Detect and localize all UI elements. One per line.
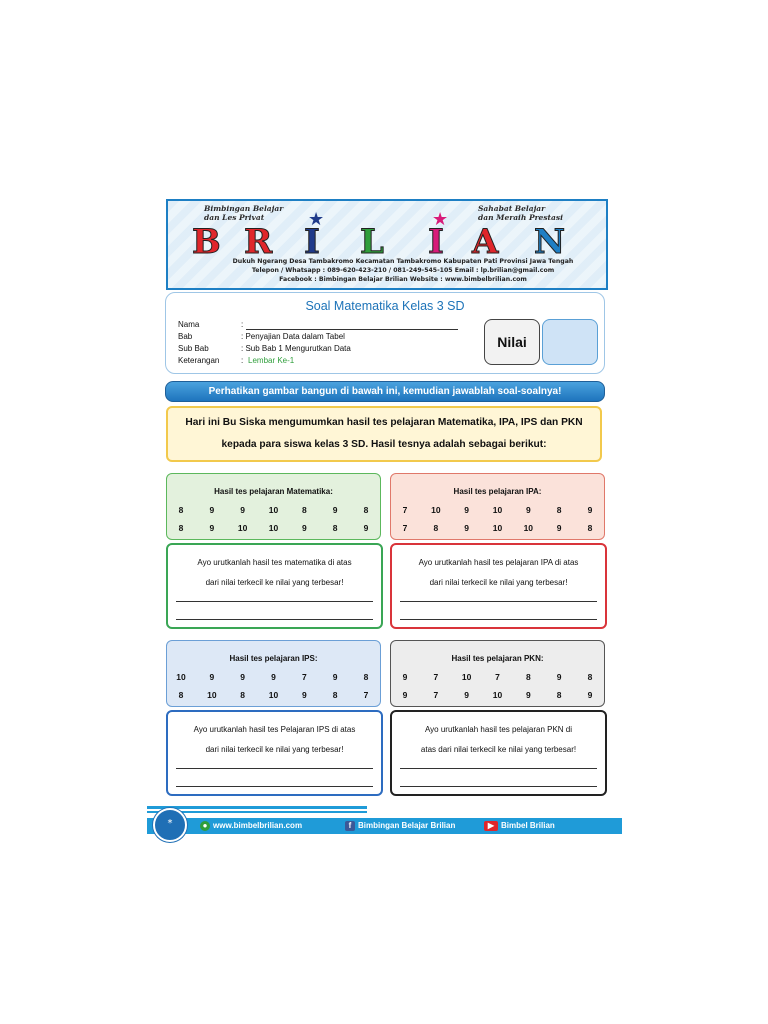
score-box-ips <box>166 640 381 707</box>
score-title-ips: Hasil tes pelajaran IPS: <box>229 654 318 663</box>
score-value: 8 <box>332 690 338 700</box>
score-value: 7 <box>301 672 307 682</box>
tagline-right-line1: Sahabat Belajar <box>478 204 546 213</box>
score-value: 8 <box>433 523 439 533</box>
question-line2: atas dari nilai terkecil ke nilai yang terbesar! <box>420 745 577 754</box>
footer-youtube[interactable] <box>484 820 555 832</box>
score-value: 7 <box>433 690 439 700</box>
question-line1: Ayo urutkanlah hasil tes pelajaran IPA di atas <box>418 558 579 567</box>
score-value: 9 <box>209 672 215 682</box>
nama-label: Nama <box>178 320 200 329</box>
footer-youtube-text: Bimbel Brilian <box>501 821 555 830</box>
brand-letter-i1: I <box>304 222 320 262</box>
score-value: 8 <box>587 523 593 533</box>
score-value: 9 <box>464 523 470 533</box>
score-value: 9 <box>332 505 338 515</box>
score-value: 9 <box>556 523 562 533</box>
score-value: 9 <box>240 672 246 682</box>
question-line2: dari nilai terkecil ke nilai yang terbesar! <box>205 745 344 754</box>
answer-line[interactable] <box>176 786 373 787</box>
tagline-left-line2: dan Les Privat <box>204 213 265 222</box>
question-box-ips <box>166 710 383 796</box>
score-value: 9 <box>301 523 307 533</box>
bab-value: : Penyajian Data dalam Tabel <box>241 332 345 341</box>
globe-icon: ● <box>200 821 210 831</box>
score-value: 9 <box>209 523 215 533</box>
score-value: 10 <box>492 505 503 515</box>
footer-badge: * <box>153 808 187 842</box>
answer-line[interactable] <box>400 619 597 620</box>
score-value: 8 <box>240 690 246 700</box>
question-line1: Ayo urutkanlah hasil tes pelajaran PKN di <box>424 725 573 734</box>
score-value: 10 <box>268 690 279 700</box>
facebook-icon: f <box>345 821 355 831</box>
score-box-ipa <box>390 473 605 540</box>
score-value: 9 <box>464 505 470 515</box>
instruction-bar: Perhatikan gambar bangun di bawah ini, kemudian jawablah soal-soalnya! <box>165 381 605 402</box>
answer-line[interactable] <box>176 601 373 602</box>
brand-letter-i2: I <box>428 222 444 262</box>
score-value: 9 <box>525 505 531 515</box>
footer-website-text: www.bimbelbrilian.com <box>213 821 303 830</box>
score-value: 9 <box>587 690 593 700</box>
footer-facebook-text: Bimbingan Belajar Brilian <box>358 821 456 830</box>
score-value: 9 <box>402 672 408 682</box>
score-value: 7 <box>402 505 408 515</box>
score-value: 10 <box>431 505 441 515</box>
score-value: 9 <box>332 672 338 682</box>
score-value: 8 <box>363 672 369 682</box>
score-value: 8 <box>301 505 307 515</box>
brand-letter-b: B <box>192 222 221 262</box>
page-title: Soal Matematika Kelas 3 SD <box>305 299 465 313</box>
nilai-label-box <box>484 319 540 365</box>
score-value: 9 <box>363 523 369 533</box>
question-box-matematika <box>166 543 383 629</box>
question-text-ips <box>172 720 377 760</box>
score-value: 8 <box>178 505 184 515</box>
brand-letter-a: A <box>472 222 499 262</box>
score-row-matematika-2 <box>174 523 373 533</box>
score-value: 10 <box>176 672 186 682</box>
score-value: 9 <box>209 505 215 515</box>
question-text-ipa <box>396 553 601 593</box>
footer-website[interactable] <box>200 820 302 832</box>
score-value: 10 <box>237 523 248 533</box>
star-icon: ★ <box>432 209 449 230</box>
score-value: 8 <box>525 672 531 682</box>
nilai-score-field[interactable] <box>542 319 598 365</box>
score-value: 9 <box>556 672 562 682</box>
score-value: 8 <box>556 505 562 515</box>
nama-input-line[interactable] <box>246 329 458 330</box>
score-value: 10 <box>207 690 217 700</box>
score-box-pkn <box>390 640 605 707</box>
score-value: 10 <box>492 523 503 533</box>
question-box-pkn <box>390 710 607 796</box>
score-row-pkn-2 <box>398 690 597 700</box>
score-row-ips-1 <box>174 672 373 682</box>
bab-label: Bab <box>178 332 193 341</box>
score-row-ips-2 <box>174 690 373 700</box>
score-row-ipa-2 <box>398 523 597 533</box>
question-text-pkn <box>396 720 601 760</box>
score-value: 10 <box>268 523 279 533</box>
question-line1: Ayo urutkanlah hasil tes matematika di atas <box>197 558 352 567</box>
score-title-pkn: Hasil tes pelajaran PKN: <box>451 654 544 663</box>
question-line1: Ayo urutkanlah hasil tes Pelajaran IPS di atas <box>193 725 356 734</box>
score-value: 8 <box>363 505 369 515</box>
contact-line: Telepon / Whatsapp : 089-620-423-210 / 081-249-545-105 Email : lp.brilian@gmail.com <box>251 267 555 274</box>
tagline-right-line2: dan Meraih Prestasi <box>478 213 563 222</box>
answer-line[interactable] <box>176 619 373 620</box>
score-value: 9 <box>271 672 276 682</box>
score-value: 9 <box>402 690 408 700</box>
score-value: 8 <box>332 523 338 533</box>
youtube-icon: ▶ <box>484 821 498 831</box>
answer-line[interactable] <box>400 786 597 787</box>
score-title-matematika: Hasil tes pelajaran Matematika: <box>214 487 333 496</box>
answer-line[interactable] <box>400 768 597 769</box>
score-row-ipa-1 <box>398 505 597 515</box>
score-value: 10 <box>492 690 503 700</box>
score-value: 9 <box>464 690 470 700</box>
score-box-matematika <box>166 473 381 540</box>
story-line1: Hari ini Bu Siska mengumumkan hasil tes pelajaran Matematika, IPA, IPS dan PKN <box>185 417 583 428</box>
footer-accent-line <box>147 806 367 809</box>
keterangan-value: Lembar Ke-1 <box>248 356 295 365</box>
brand-letter-n: N <box>534 222 566 262</box>
brand-letter-r: R <box>244 222 273 262</box>
question-line2: dari nilai terkecil ke nilai yang terbesar! <box>205 578 344 587</box>
tagline-left-line1: Bimbingan Belajar <box>204 204 284 213</box>
question-text-matematika <box>172 553 377 593</box>
info-box <box>165 292 605 374</box>
nama-colon: : <box>241 320 244 329</box>
story-line2: kepada para siswa kelas 3 SD. Hasil tesnya adalah sebagai berikut: <box>221 439 547 450</box>
score-value: 8 <box>178 690 184 700</box>
social-line: Facebook : Bimbingan Belajar Brilian Website : www.bimbelbrilian.com <box>279 276 527 283</box>
score-value: 9 <box>525 690 531 700</box>
header-banner <box>166 199 608 290</box>
score-value: 8 <box>178 523 184 533</box>
score-title-ipa: Hasil tes pelajaran IPA: <box>453 487 542 496</box>
score-value: 10 <box>268 505 279 515</box>
question-box-ipa <box>390 543 607 629</box>
answer-line[interactable] <box>176 768 373 769</box>
keterangan-label: Keterangan <box>178 356 220 365</box>
subbab-value: : Sub Bab 1 Mengurutkan Data <box>241 344 351 353</box>
star-icon: ★ <box>308 209 325 230</box>
score-value: 7 <box>402 523 408 533</box>
nilai-label: Nilai <box>497 334 527 350</box>
score-value: 9 <box>301 690 307 700</box>
story-box <box>166 406 602 462</box>
footer-facebook[interactable] <box>345 820 455 832</box>
score-value: 7 <box>433 672 439 682</box>
keterangan-colon: : <box>241 356 244 365</box>
question-line2: dari nilai terkecil ke nilai yang terbesar! <box>429 578 568 587</box>
score-value: 7 <box>495 672 500 682</box>
score-value: 7 <box>363 690 369 700</box>
score-value: 8 <box>556 690 562 700</box>
answer-line[interactable] <box>400 601 597 602</box>
score-value: 10 <box>523 523 534 533</box>
score-value: 9 <box>587 505 593 515</box>
score-value: 10 <box>461 672 472 682</box>
score-value: 9 <box>240 505 246 515</box>
subbab-label: Sub Bab <box>178 344 209 353</box>
score-row-pkn-1 <box>398 672 597 682</box>
brand-letter-l: L <box>360 222 384 262</box>
score-row-matematika-1 <box>174 505 373 515</box>
score-value: 8 <box>587 672 593 682</box>
address-line: Dukuh Ngerang Desa Tambakromo Kecamatan Tambakromo Kabupaten Pati Provinsi Jawa Tengah <box>232 258 574 265</box>
